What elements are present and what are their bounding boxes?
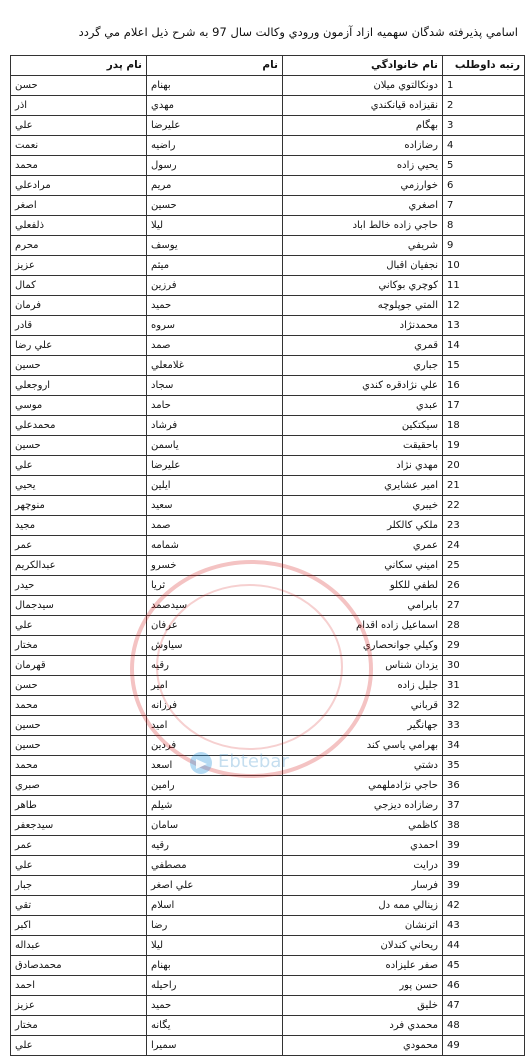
table-row — [11, 576, 525, 596]
first-name-cell: سعيد — [147, 496, 283, 516]
rank-cell: 14 — [443, 336, 525, 356]
father-name-cell: محمد — [11, 156, 147, 176]
family-name-cell: رضازاده — [283, 136, 443, 156]
family-name-cell: اصغري — [283, 196, 443, 216]
table-row — [11, 1016, 525, 1036]
rank-cell: 20 — [443, 456, 525, 476]
rank-cell: 15 — [443, 356, 525, 376]
first-name-cell: فردين — [147, 736, 283, 756]
father-name-cell: عزيز — [11, 996, 147, 1016]
family-name-cell: رضازاده ديزجي — [283, 796, 443, 816]
family-name-cell: حاجي نژادملهمي — [283, 776, 443, 796]
father-name-cell: نعمت — [11, 136, 147, 156]
first-name-cell: صمد — [147, 336, 283, 356]
father-name-cell: علي — [11, 616, 147, 636]
rank-cell: 31 — [443, 676, 525, 696]
first-name-cell: امير — [147, 676, 283, 696]
family-name-cell: احمدي — [283, 836, 443, 856]
father-name-cell: قهرمان — [11, 656, 147, 676]
first-name-cell: سامان — [147, 816, 283, 836]
first-name-cell: بهنام — [147, 956, 283, 976]
family-name-cell: زينالي ممه دل — [283, 896, 443, 916]
first-name-cell: سجاد — [147, 376, 283, 396]
document-heading: اسامي پذيرفته شدگان سهميه ازاد آزمون ورودي وكالت سال 97 به شرح ذيل اعلام مي گردد — [78, 25, 518, 39]
rank-cell: 37 — [443, 796, 525, 816]
rank-cell: 11 — [443, 276, 525, 296]
rank-cell: 22 — [443, 496, 525, 516]
family-name-cell: امير عشايري — [283, 476, 443, 496]
family-name-cell: فرسار — [283, 876, 443, 896]
father-name-cell: علي — [11, 456, 147, 476]
table-row — [11, 456, 525, 476]
first-name-cell: يوسف — [147, 236, 283, 256]
father-name-cell: محمد — [11, 756, 147, 776]
family-name-cell: محمودي — [283, 1036, 443, 1056]
first-name-cell: سروه — [147, 316, 283, 336]
rank-cell: 48 — [443, 1016, 525, 1036]
father-name-cell: عمر — [11, 836, 147, 856]
table-row — [11, 216, 525, 236]
rank-cell: 47 — [443, 996, 525, 1016]
table-row — [11, 296, 525, 316]
father-name-cell: حيدر — [11, 576, 147, 596]
first-name-cell: راضيه — [147, 136, 283, 156]
rank-cell: 44 — [443, 936, 525, 956]
family-name-cell: باحقيقت — [283, 436, 443, 456]
table-row — [11, 116, 525, 136]
table-row — [11, 836, 525, 856]
table-row — [11, 816, 525, 836]
rank-cell: 17 — [443, 396, 525, 416]
table-row — [11, 776, 525, 796]
first-name-cell: علي اصغر — [147, 876, 283, 896]
father-name-cell: عبدالكريم — [11, 556, 147, 576]
father-name-cell: جبار — [11, 876, 147, 896]
family-name-cell: جليل زاده — [283, 676, 443, 696]
table-row — [11, 976, 525, 996]
table-row — [11, 556, 525, 576]
family-name-cell: مهدي نژاد — [283, 456, 443, 476]
table-row — [11, 316, 525, 336]
father-name-cell: حسن — [11, 76, 147, 96]
family-name-cell: عبدي — [283, 396, 443, 416]
header-first-name: نام — [147, 56, 283, 76]
first-name-cell: مريم — [147, 176, 283, 196]
table-row — [11, 1036, 525, 1056]
father-name-cell: حسين — [11, 436, 147, 456]
first-name-cell: ليلا — [147, 216, 283, 236]
rank-cell: 29 — [443, 636, 525, 656]
table-row — [11, 436, 525, 456]
family-name-cell: خليق — [283, 996, 443, 1016]
rank-cell: 35 — [443, 756, 525, 776]
first-name-cell: سيدصمد — [147, 596, 283, 616]
first-name-cell: بهنام — [147, 76, 283, 96]
father-name-cell: محرم — [11, 236, 147, 256]
rank-cell: 26 — [443, 576, 525, 596]
rank-cell: 5 — [443, 156, 525, 176]
father-name-cell: اكبر — [11, 916, 147, 936]
family-name-cell: ملكي كالكلر — [283, 516, 443, 536]
table-row — [11, 956, 525, 976]
first-name-cell: عليرضا — [147, 456, 283, 476]
rank-cell: 10 — [443, 256, 525, 276]
table-row — [11, 76, 525, 96]
first-name-cell: فرشاد — [147, 416, 283, 436]
rank-cell: 33 — [443, 716, 525, 736]
family-name-cell: جباري — [283, 356, 443, 376]
family-name-cell: سيكتكين — [283, 416, 443, 436]
first-name-cell: يگانه — [147, 1016, 283, 1036]
father-name-cell: احمد — [11, 976, 147, 996]
father-name-cell: كمال — [11, 276, 147, 296]
table-row — [11, 536, 525, 556]
table-row — [11, 336, 525, 356]
admitted-candidates-table — [10, 55, 525, 1056]
first-name-cell: اسعد — [147, 756, 283, 776]
rank-cell: 25 — [443, 556, 525, 576]
rank-cell: 16 — [443, 376, 525, 396]
first-name-cell: غلامعلي — [147, 356, 283, 376]
father-name-cell: سيدجمال — [11, 596, 147, 616]
table-row — [11, 876, 525, 896]
father-name-cell: حسن — [11, 676, 147, 696]
table-row — [11, 936, 525, 956]
father-name-cell: محمدعلي — [11, 416, 147, 436]
rank-cell: 39 — [443, 836, 525, 856]
rank-cell: 2 — [443, 96, 525, 116]
first-name-cell: خسرو — [147, 556, 283, 576]
father-name-cell: حسين — [11, 356, 147, 376]
father-name-cell: موسي — [11, 396, 147, 416]
rank-cell: 30 — [443, 656, 525, 676]
rank-cell: 21 — [443, 476, 525, 496]
first-name-cell: فرزين — [147, 276, 283, 296]
rank-cell: 12 — [443, 296, 525, 316]
rank-cell: 28 — [443, 616, 525, 636]
father-name-cell: اذر — [11, 96, 147, 116]
family-name-cell: دونكالتوي ميلان — [283, 76, 443, 96]
family-name-cell: بابرامي — [283, 596, 443, 616]
father-name-cell: عزيز — [11, 256, 147, 276]
first-name-cell: رضا — [147, 916, 283, 936]
rank-cell: 36 — [443, 776, 525, 796]
father-name-cell: حسين — [11, 736, 147, 756]
first-name-cell: ليلا — [147, 936, 283, 956]
table-row — [11, 96, 525, 116]
table-row — [11, 716, 525, 736]
father-name-cell: عبداله — [11, 936, 147, 956]
family-name-cell: حاجي زاده خالط اباد — [283, 216, 443, 236]
header-rank: رتبه داوطلب — [443, 56, 525, 76]
table-row — [11, 656, 525, 676]
first-name-cell: عليرضا — [147, 116, 283, 136]
father-name-cell: منوچهر — [11, 496, 147, 516]
rank-cell: 46 — [443, 976, 525, 996]
table-row — [11, 996, 525, 1016]
family-name-cell: يزدان شناس — [283, 656, 443, 676]
table-row — [11, 376, 525, 396]
first-name-cell: راحيله — [147, 976, 283, 996]
rank-cell: 39 — [443, 876, 525, 896]
header-father-name: نام پدر — [11, 56, 147, 76]
first-name-cell: ياسمن — [147, 436, 283, 456]
watermark-text: Ebtebar — [218, 751, 289, 772]
father-name-cell: قادر — [11, 316, 147, 336]
rank-cell: 4 — [443, 136, 525, 156]
family-name-cell: اميني سكاني — [283, 556, 443, 576]
rank-cell: 43 — [443, 916, 525, 936]
first-name-cell: ثريا — [147, 576, 283, 596]
header-family-name: نام خانوادگي — [283, 56, 443, 76]
rank-cell: 7 — [443, 196, 525, 216]
first-name-cell: سميرا — [147, 1036, 283, 1056]
table-row — [11, 616, 525, 636]
table-row — [11, 596, 525, 616]
table-header-row — [11, 56, 525, 76]
family-name-cell: محمدنژاد — [283, 316, 443, 336]
father-name-cell: عمر — [11, 536, 147, 556]
table-row — [11, 396, 525, 416]
first-name-cell: مصطفي — [147, 856, 283, 876]
father-name-cell: علي — [11, 856, 147, 876]
family-name-cell: حسن پور — [283, 976, 443, 996]
table-row — [11, 856, 525, 876]
rank-cell: 6 — [443, 176, 525, 196]
rank-cell: 42 — [443, 896, 525, 916]
father-name-cell: طاهر — [11, 796, 147, 816]
family-name-cell: اسماعيل زاده اقدام — [283, 616, 443, 636]
table-row — [11, 236, 525, 256]
table-row — [11, 796, 525, 816]
rank-cell: 19 — [443, 436, 525, 456]
family-name-cell: ريحاني كندلان — [283, 936, 443, 956]
first-name-cell: شمامه — [147, 536, 283, 556]
family-name-cell: بهرامي ياسي كند — [283, 736, 443, 756]
first-name-cell: حامد — [147, 396, 283, 416]
rank-cell: 8 — [443, 216, 525, 236]
table-row — [11, 256, 525, 276]
table-row — [11, 636, 525, 656]
first-name-cell: رامين — [147, 776, 283, 796]
table-row — [11, 136, 525, 156]
first-name-cell: حميد — [147, 296, 283, 316]
father-name-cell: محمد — [11, 696, 147, 716]
family-name-cell: خوارزمي — [283, 176, 443, 196]
family-name-cell: يحيي زاده — [283, 156, 443, 176]
father-name-cell: اصغر — [11, 196, 147, 216]
family-name-cell: خيبري — [283, 496, 443, 516]
rank-cell: 38 — [443, 816, 525, 836]
rank-cell: 24 — [443, 536, 525, 556]
father-name-cell: علي — [11, 1036, 147, 1056]
table-row — [11, 356, 525, 376]
first-name-cell: شيلم — [147, 796, 283, 816]
table-row — [11, 676, 525, 696]
rank-cell: 3 — [443, 116, 525, 136]
first-name-cell: صمد — [147, 516, 283, 536]
table-row — [11, 496, 525, 516]
father-name-cell: سيدجعفر — [11, 816, 147, 836]
table-row — [11, 736, 525, 756]
family-name-cell: درايت — [283, 856, 443, 876]
first-name-cell: عرفان — [147, 616, 283, 636]
first-name-cell: اسلام — [147, 896, 283, 916]
father-name-cell: مرادعلي — [11, 176, 147, 196]
table-row — [11, 476, 525, 496]
father-name-cell: محمدصادق — [11, 956, 147, 976]
first-name-cell: اميد — [147, 716, 283, 736]
rank-cell: 13 — [443, 316, 525, 336]
father-name-cell: صبري — [11, 776, 147, 796]
table-row — [11, 196, 525, 216]
father-name-cell: مجيد — [11, 516, 147, 536]
rank-cell: 45 — [443, 956, 525, 976]
first-name-cell: حسين — [147, 196, 283, 216]
rank-cell: 23 — [443, 516, 525, 536]
family-name-cell: عمري — [283, 536, 443, 556]
table-body — [11, 76, 525, 1056]
family-name-cell: نقيزاده قيانكندي — [283, 96, 443, 116]
family-name-cell: كاظمي — [283, 816, 443, 836]
table-row — [11, 276, 525, 296]
father-name-cell: مختار — [11, 636, 147, 656]
family-name-cell: لطفي للكلو — [283, 576, 443, 596]
family-name-cell: قرباني — [283, 696, 443, 716]
rank-cell: 18 — [443, 416, 525, 436]
family-name-cell: نجفيان اقبال — [283, 256, 443, 276]
family-name-cell: اترنشان — [283, 916, 443, 936]
family-name-cell: المتي جوپلوچه — [283, 296, 443, 316]
father-name-cell: يحيي — [11, 476, 147, 496]
family-name-cell: جهانگير — [283, 716, 443, 736]
rank-cell: 39 — [443, 856, 525, 876]
first-name-cell: ميثم — [147, 256, 283, 276]
table-row — [11, 156, 525, 176]
father-name-cell: ذلفعلي — [11, 216, 147, 236]
family-name-cell: كوچري بوكاني — [283, 276, 443, 296]
table-row — [11, 916, 525, 936]
father-name-cell: حسين — [11, 716, 147, 736]
first-name-cell: رقيه — [147, 656, 283, 676]
rank-cell: 32 — [443, 696, 525, 716]
rank-cell: 49 — [443, 1036, 525, 1056]
first-name-cell: رقيه — [147, 836, 283, 856]
rank-cell: 27 — [443, 596, 525, 616]
table-row — [11, 896, 525, 916]
father-name-cell: تقي — [11, 896, 147, 916]
first-name-cell: مهدي — [147, 96, 283, 116]
family-name-cell: شريفي — [283, 236, 443, 256]
family-name-cell: وكيلي جوانحصاري — [283, 636, 443, 656]
family-name-cell: دشتي — [283, 756, 443, 776]
table-row — [11, 696, 525, 716]
family-name-cell: قمري — [283, 336, 443, 356]
father-name-cell: مختار — [11, 1016, 147, 1036]
father-name-cell: علي — [11, 116, 147, 136]
rank-cell: 1 — [443, 76, 525, 96]
family-name-cell: بهگام — [283, 116, 443, 136]
first-name-cell: رسول — [147, 156, 283, 176]
father-name-cell: اروجعلي — [11, 376, 147, 396]
table-row — [11, 516, 525, 536]
first-name-cell: ايلين — [147, 476, 283, 496]
first-name-cell: سياوش — [147, 636, 283, 656]
rank-cell: 34 — [443, 736, 525, 756]
table-row — [11, 176, 525, 196]
family-name-cell: محمدي فرد — [283, 1016, 443, 1036]
father-name-cell: فرمان — [11, 296, 147, 316]
table-row — [11, 756, 525, 776]
rank-cell: 9 — [443, 236, 525, 256]
family-name-cell: صفر عليزاده — [283, 956, 443, 976]
first-name-cell: حميد — [147, 996, 283, 1016]
first-name-cell: فرزانه — [147, 696, 283, 716]
father-name-cell: علي رضا — [11, 336, 147, 356]
family-name-cell: علي نژادقره كندي — [283, 376, 443, 396]
table-row — [11, 416, 525, 436]
